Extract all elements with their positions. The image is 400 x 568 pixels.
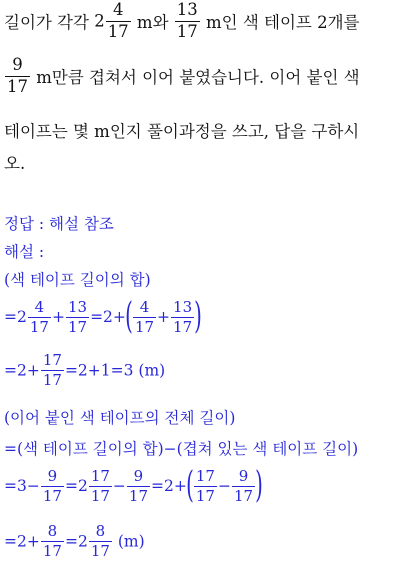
equation-2 [4, 353, 396, 388]
explanation-label: 해설 : [4, 243, 45, 261]
fraction [127, 466, 150, 505]
denominator: 17 [90, 486, 110, 505]
unit-text: (m) [112, 532, 145, 551]
equation-3 [4, 465, 396, 506]
equation-4 [4, 524, 396, 559]
mixed-whole: 2 [77, 477, 88, 495]
minus-sign: − [217, 477, 231, 495]
fraction [5, 57, 30, 95]
plus-sign: + [51, 308, 65, 326]
problem-line-1 [4, 2, 359, 40]
mixed-whole: 2 [17, 308, 27, 326]
denominator: 17 [134, 317, 155, 336]
equation-text: =2+ [4, 361, 40, 380]
numerator: 9 [127, 469, 150, 487]
denominator: 17 [90, 542, 110, 560]
numerator: 4 [28, 300, 51, 318]
numerator: 17 [195, 466, 215, 485]
equation-text: =2+1=3 (m) [64, 361, 166, 380]
fraction [175, 2, 200, 40]
equation-text: =2+ [90, 308, 126, 326]
problem-text: m만큼 겹쳐서 이어 붙였습니다. 이어 붙인 색 [31, 68, 360, 87]
equation-text: =3− [4, 477, 40, 495]
equation-text: =2+ [151, 477, 187, 495]
denominator: 17 [173, 317, 193, 336]
numerator: 13 [173, 297, 193, 316]
fraction [133, 297, 156, 336]
problem-line-4: 오. [4, 154, 26, 173]
equation-text: =2+ [4, 532, 40, 551]
equation-1 [4, 296, 396, 337]
denominator: 17 [107, 21, 129, 41]
fraction [106, 2, 131, 40]
fraction [89, 524, 112, 559]
answer-line: 정답 : 해설 참조 [4, 215, 114, 233]
equals-sign: = [64, 532, 78, 551]
denominator: 17 [176, 21, 198, 41]
numerator: 9 [41, 469, 64, 487]
fraction [41, 466, 64, 505]
numerator: 8 [41, 524, 64, 542]
problem-text: 길이가 각각 [4, 13, 95, 32]
mixed-whole: 2 [94, 11, 105, 31]
numerator: 13 [175, 2, 200, 22]
denominator: 17 [195, 486, 215, 505]
denominator: 17 [67, 317, 88, 336]
denominator: 17 [42, 371, 62, 389]
fraction [66, 297, 89, 336]
fraction [89, 466, 112, 505]
fraction [232, 466, 255, 505]
fraction [41, 524, 64, 559]
fraction [171, 297, 194, 336]
denominator: 17 [7, 76, 28, 96]
problem-text: m와 [131, 13, 174, 32]
denominator: 17 [128, 486, 148, 505]
denominator: 17 [29, 317, 49, 336]
numerator: 9 [5, 57, 30, 77]
numerator: 4 [133, 300, 156, 318]
problem-line-2 [4, 57, 360, 95]
denominator: 17 [42, 542, 62, 560]
equals-sign: = [64, 477, 78, 495]
right-paren: ) [194, 296, 203, 337]
numerator: 17 [90, 466, 110, 485]
heading-total: (이어 붙인 색 테이프의 전체 길이) [4, 409, 236, 427]
heading-sum: (색 테이프 길이의 합) [4, 271, 151, 289]
minus-sign: − [112, 477, 126, 495]
equals-sign: = [4, 308, 17, 326]
left-paren: ( [186, 465, 194, 506]
problem-text: m인 색 테이프 2개를 [200, 13, 360, 32]
denominator: 17 [233, 486, 254, 505]
fraction [41, 353, 64, 388]
numerator: 9 [232, 469, 255, 487]
mixed-whole: 2 [77, 532, 88, 551]
numerator: 4 [106, 2, 131, 22]
heading-formula: =(색 테이프 길이의 합)−(겹쳐 있는 색 테이프 길이) [4, 440, 359, 458]
plus-sign: + [157, 308, 171, 326]
right-paren: ) [255, 465, 263, 506]
denominator: 17 [42, 486, 62, 505]
problem-line-3: 테이프는 몇 m인지 풀이과정을 쓰고, 답을 구하시 [4, 122, 360, 141]
numerator: 13 [67, 297, 88, 316]
fraction [28, 297, 51, 336]
numerator: 8 [89, 524, 112, 542]
left-paren: ( [125, 296, 133, 337]
fraction [194, 466, 217, 505]
numerator: 17 [42, 351, 62, 369]
